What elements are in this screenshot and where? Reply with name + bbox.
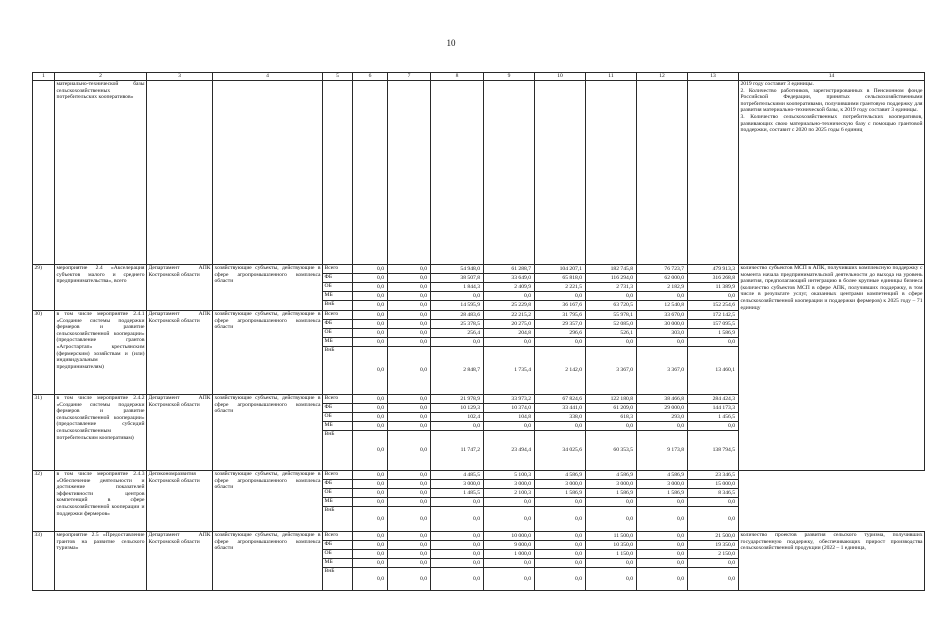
amount-cell: 10 374,0: [484, 404, 535, 413]
amount-cell: 22 215,2: [484, 311, 535, 320]
amount-cell: 0,0: [388, 489, 431, 498]
measure-name: в том числе мероприятие 2.4.1 «Создание системы поддержки фермеров и развитие сельскохозяйственной кооперации» (предоставление грантов «Агростартап» крестьянским (фермерским) хозяйствам и (или) индивидуальным предпринимателям): [55, 311, 147, 395]
amount-cell: 0,0: [431, 550, 484, 559]
funding-source: ВнБ: [323, 301, 353, 311]
funding-source: ОБ: [323, 413, 353, 422]
amount-cell: 0,0: [586, 559, 637, 568]
amount-cell: 3 367,0: [586, 347, 637, 395]
amount-cell: 0,0: [388, 471, 431, 480]
funding-source: Всего: [323, 395, 353, 404]
amount-cell: 33 649,0: [484, 274, 535, 283]
amount-cell: 15 000,0: [688, 480, 739, 489]
amount-cell: 0,0: [353, 274, 388, 283]
amount-cell: 152 254,6: [688, 301, 739, 311]
empty-cell: [388, 81, 431, 265]
amount-cell: 76 723,7: [637, 265, 688, 274]
amount-cell: 0,0: [535, 338, 586, 347]
amount-cell: 0,0: [431, 541, 484, 550]
amount-cell: 25 378,5: [431, 320, 484, 329]
amount-cell: 0,0: [431, 559, 484, 568]
amount-cell: 0,0: [353, 507, 388, 532]
amount-cell: 33 670,0: [637, 311, 688, 320]
amount-cell: 30 000,0: [637, 320, 688, 329]
amount-cell: 61 288,7: [484, 265, 535, 274]
header-cell: 9: [484, 73, 535, 81]
amount-cell: 204,8: [484, 329, 535, 338]
amount-cell: 38 466,8: [637, 395, 688, 404]
amount-cell: 0,0: [353, 568, 388, 591]
amount-cell: 0,0: [388, 541, 431, 550]
amount-cell: 0,0: [535, 422, 586, 431]
header-cell: 12: [637, 73, 688, 81]
amount-cell: 0,0: [353, 471, 388, 480]
amount-cell: 0,0: [586, 568, 637, 591]
amount-cell: 61 209,0: [586, 404, 637, 413]
amount-cell: 28 483,6: [431, 311, 484, 320]
amount-cell: 102,4: [431, 413, 484, 422]
amount-cell: 5 100,3: [484, 471, 535, 480]
amount-cell: 21 500,0: [688, 532, 739, 541]
amount-cell: 0,0: [353, 301, 388, 311]
amount-cell: 0,0: [353, 431, 388, 471]
amount-cell: 0,0: [535, 498, 586, 507]
amount-cell: 38 507,8: [431, 274, 484, 283]
amount-cell: 0,0: [637, 541, 688, 550]
funding-source: Всего: [323, 471, 353, 480]
amount-cell: 11 500,0: [586, 532, 637, 541]
amount-cell: 0,0: [388, 320, 431, 329]
amount-cell: 11 389,9: [688, 283, 739, 292]
amount-cell: 144 173,3: [688, 404, 739, 413]
amount-cell: 0,0: [388, 329, 431, 338]
header-row: [33, 73, 925, 81]
amount-cell: 0,0: [353, 559, 388, 568]
amount-cell: 29 000,0: [637, 404, 688, 413]
amount-cell: 13 460,1: [688, 347, 739, 395]
amount-cell: 0,0: [586, 292, 637, 301]
amount-cell: 1 000,0: [484, 550, 535, 559]
amount-cell: 0,0: [688, 568, 739, 591]
amount-cell: 3 000,0: [586, 480, 637, 489]
table-row: [33, 471, 925, 480]
amount-cell: 1 586,9: [535, 489, 586, 498]
amount-cell: 0,0: [353, 329, 388, 338]
amount-cell: 2 150,0: [688, 550, 739, 559]
header-cell: 8: [431, 73, 484, 81]
amount-cell: 3 000,0: [535, 480, 586, 489]
amount-cell: 1 586,9: [586, 489, 637, 498]
continuation-name: материально-технической базы сельскохозяйственных потребительских кооперативов»: [55, 81, 147, 265]
amount-cell: 122 180,8: [586, 395, 637, 404]
empty-cell: [586, 81, 637, 265]
amount-cell: 10 350,0: [586, 541, 637, 550]
amount-cell: 0,0: [388, 568, 431, 591]
row-number: 30): [33, 311, 55, 395]
amount-cell: 0,0: [388, 413, 431, 422]
amount-cell: 0,0: [353, 422, 388, 431]
funding-source: МБ: [323, 498, 353, 507]
amount-cell: 0,0: [535, 532, 586, 541]
amount-cell: 2 731,3: [586, 283, 637, 292]
amount-cell: 0,0: [637, 498, 688, 507]
amount-cell: 1 150,0: [586, 550, 637, 559]
funding-source: ВнБ: [323, 568, 353, 591]
amount-cell: 284 424,3: [688, 395, 739, 404]
amount-cell: 0,0: [388, 404, 431, 413]
amount-cell: 0,0: [353, 550, 388, 559]
amount-cell: 0,0: [353, 480, 388, 489]
amount-cell: 14 595,9: [431, 301, 484, 311]
amount-cell: 36 167,6: [535, 301, 586, 311]
amount-cell: 0,0: [353, 489, 388, 498]
amount-cell: 0,0: [484, 292, 535, 301]
amount-cell: 0,0: [431, 532, 484, 541]
funding-source: Всего: [323, 532, 353, 541]
amount-cell: 54 948,0: [431, 265, 484, 274]
row-number: 33): [33, 532, 55, 591]
amount-cell: 0,0: [388, 265, 431, 274]
continuation-row: [33, 81, 925, 265]
amount-cell: 29 357,0: [535, 320, 586, 329]
amount-cell: 338,0: [535, 413, 586, 422]
indicator: количество субъектов МСП в АПК, получивших комплексную поддержку с момента начала предпринимательской деятельности до выхода на уровень развития, предполагающий интеграцию в более крупные единицы бизнеса (количество субъектов МСП в сфере АПК, получивших поддержку, в том числе в результате услуг, оказанных центрами компетенций в сфере сельскохозяйственной кооперации и поддержки фермеров) к 2025 году – 71 единицу: [739, 265, 925, 471]
amount-cell: 0,0: [388, 283, 431, 292]
empty-cell: [323, 81, 353, 265]
empty-cell: [535, 81, 586, 265]
amount-cell: 3 367,0: [637, 347, 688, 395]
executor: Департамент АПК Костромской области: [147, 265, 213, 311]
amount-cell: 55 978,1: [586, 311, 637, 320]
executor: Департамент АПК Костромской области: [147, 532, 213, 591]
amount-cell: 303,0: [637, 329, 688, 338]
header-cell: 3: [147, 73, 213, 81]
amount-cell: 0,0: [388, 301, 431, 311]
amount-cell: 67 824,6: [535, 395, 586, 404]
amount-cell: 0,0: [353, 498, 388, 507]
amount-cell: 62 000,0: [637, 274, 688, 283]
row-number: 29): [33, 265, 55, 311]
amount-cell: 1 844,3: [431, 283, 484, 292]
amount-cell: 0,0: [388, 507, 431, 532]
amount-cell: 0,0: [431, 292, 484, 301]
amount-cell: 0,0: [388, 338, 431, 347]
amount-cell: 0,0: [353, 532, 388, 541]
amount-cell: 0,0: [637, 338, 688, 347]
table-row: [33, 265, 925, 274]
amount-cell: 33 441,0: [535, 404, 586, 413]
funding-source: ОБ: [323, 550, 353, 559]
amount-cell: 0,0: [637, 422, 688, 431]
amount-cell: 1 735,4: [484, 347, 535, 395]
amount-cell: 172 142,5: [688, 311, 739, 320]
funding-source: ОБ: [323, 329, 353, 338]
program-table: [32, 72, 925, 591]
amount-cell: 0,0: [431, 498, 484, 507]
amount-cell: 0,0: [586, 507, 637, 532]
header-cell: 11: [586, 73, 637, 81]
funding-source: ОБ: [323, 283, 353, 292]
funding-source: ВнБ: [323, 507, 353, 532]
amount-cell: 0,0: [484, 338, 535, 347]
executor: Депэкономразвития Костромской области: [147, 471, 213, 532]
amount-cell: 0,0: [388, 347, 431, 395]
measure-name: мероприятие 2.5 «Предоставление грантов на развитие сельского туризма»: [55, 532, 147, 591]
amount-cell: 0,0: [637, 559, 688, 568]
amount-cell: 0,0: [484, 422, 535, 431]
amount-cell: 20 275,0: [484, 320, 535, 329]
amount-cell: 21 978,9: [431, 395, 484, 404]
amount-cell: 0,0: [353, 413, 388, 422]
amount-cell: 4 586,9: [637, 471, 688, 480]
amount-cell: 0,0: [353, 283, 388, 292]
amount-cell: 2 409,9: [484, 283, 535, 292]
amount-cell: 0,0: [431, 422, 484, 431]
funding-source: ФБ: [323, 320, 353, 329]
amount-cell: 0,0: [586, 422, 637, 431]
amount-cell: 0,0: [688, 292, 739, 301]
executor: Департамент АПК Костромской области: [147, 311, 213, 395]
amount-cell: 256,4: [431, 329, 484, 338]
amount-cell: 0,0: [388, 395, 431, 404]
measure-name: мероприятие 2.4 «Акселерация субъектов малого и среднего предпринимательства», всего: [55, 265, 147, 311]
funding-source: ФБ: [323, 404, 353, 413]
amount-cell: 157 095,5: [688, 320, 739, 329]
funding-source: ВнБ: [323, 431, 353, 471]
funding-source: МБ: [323, 559, 353, 568]
header-cell: 5: [323, 73, 353, 81]
amount-cell: 10 000,0: [484, 532, 535, 541]
funding-source: МБ: [323, 338, 353, 347]
funding-source: ФБ: [323, 480, 353, 489]
amount-cell: 11 747,2: [431, 431, 484, 471]
amount-cell: 0,0: [353, 311, 388, 320]
empty-cell: [147, 81, 213, 265]
amount-cell: 0,0: [535, 292, 586, 301]
funding-source: Всего: [323, 265, 353, 274]
amount-cell: 0,0: [484, 559, 535, 568]
amount-cell: 0,0: [688, 559, 739, 568]
executor: Департамент АПК Костромской области: [147, 395, 213, 471]
empty-cell: [688, 81, 739, 265]
amount-cell: 0,0: [353, 338, 388, 347]
amount-cell: 0,0: [484, 507, 535, 532]
header-cell: 14: [739, 73, 925, 81]
amount-cell: 1 485,5: [431, 489, 484, 498]
amount-cell: 63 720,5: [586, 301, 637, 311]
amount-cell: 296,6: [535, 329, 586, 338]
amount-cell: 479 913,3: [688, 265, 739, 274]
amount-cell: 1 586,9: [637, 489, 688, 498]
amount-cell: 116 294,0: [586, 274, 637, 283]
amount-cell: 316 268,8: [688, 274, 739, 283]
amount-cell: 0,0: [484, 498, 535, 507]
table-row: [33, 532, 925, 541]
funding-source: МБ: [323, 422, 353, 431]
amount-cell: 0,0: [388, 559, 431, 568]
amount-cell: 23 346,5: [688, 471, 739, 480]
amount-cell: 0,0: [637, 507, 688, 532]
amount-cell: 1 456,5: [688, 413, 739, 422]
amount-cell: 8 346,5: [688, 489, 739, 498]
amount-cell: 0,0: [353, 292, 388, 301]
amount-cell: 0,0: [388, 274, 431, 283]
amount-cell: 0,0: [688, 422, 739, 431]
amount-cell: 618,3: [586, 413, 637, 422]
header-cell: 1: [33, 73, 55, 81]
amount-cell: 0,0: [431, 507, 484, 532]
row-number: 31): [33, 395, 55, 471]
amount-cell: 0,0: [353, 395, 388, 404]
row-number: 32): [33, 471, 55, 532]
amount-cell: 0,0: [637, 532, 688, 541]
amount-cell: 0,0: [388, 480, 431, 489]
amount-cell: 0,0: [388, 550, 431, 559]
amount-cell: 1 586,9: [688, 329, 739, 338]
funding-source: ВнБ: [323, 347, 353, 395]
header-cell: 2: [55, 73, 147, 81]
amount-cell: 0,0: [353, 404, 388, 413]
page-number: 10: [446, 38, 456, 48]
amount-cell: 0,0: [388, 292, 431, 301]
amount-cell: 0,0: [688, 498, 739, 507]
amount-cell: 0,0: [535, 550, 586, 559]
amount-cell: 0,0: [388, 498, 431, 507]
amount-cell: 0,0: [637, 568, 688, 591]
amount-cell: 0,0: [431, 338, 484, 347]
amount-cell: 0,0: [388, 311, 431, 320]
amount-cell: 2 100,3: [484, 489, 535, 498]
amount-cell: 2 848,7: [431, 347, 484, 395]
funding-source: ФБ: [323, 274, 353, 283]
amount-cell: 19 350,0: [688, 541, 739, 550]
amount-cell: 104 207,1: [535, 265, 586, 274]
amount-cell: 0,0: [688, 338, 739, 347]
participants: хозяйствующие субъекты, действующие в сфере агропромышленного комплекса области: [213, 265, 323, 311]
amount-cell: 25 229,8: [484, 301, 535, 311]
amount-cell: 3 000,0: [637, 480, 688, 489]
amount-cell: 0,0: [353, 265, 388, 274]
amount-cell: 0,0: [535, 568, 586, 591]
header-cell: 13: [688, 73, 739, 81]
amount-cell: 4 586,9: [535, 471, 586, 480]
funding-source: ОБ: [323, 489, 353, 498]
empty-cell: [353, 81, 388, 265]
amount-cell: 2 142,0: [535, 347, 586, 395]
header-cell: 10: [535, 73, 586, 81]
amount-cell: 12 540,8: [637, 301, 688, 311]
amount-cell: 0,0: [535, 559, 586, 568]
amount-cell: 9 000,0: [484, 541, 535, 550]
amount-cell: 0,0: [637, 550, 688, 559]
amount-cell: 23 494,4: [484, 431, 535, 471]
amount-cell: 4 586,9: [586, 471, 637, 480]
participants: хозяйствующие субъекты, действующие в сфере агропромышленного комплекса области: [213, 311, 323, 395]
amount-cell: 104,8: [484, 413, 535, 422]
header-cell: 6: [353, 73, 388, 81]
amount-cell: 52 085,0: [586, 320, 637, 329]
participants: хозяйствующие субъекты, действующие в сфере агропромышленного комплекса области: [213, 532, 323, 591]
amount-cell: 60 353,5: [586, 431, 637, 471]
continuation-indicators: 2019 году составит 3 единицы. 2. Количество работников, зарегистрированных в Пенсионном фонде Российской Федерации, принятых сельскохозяйственными потребительскими кооперативами, получившими грантовую поддержку для развития материально-технической базы, к 2019 году составит 3 единицы. 3. Количество сельскохозяйственных потребительских кооперативов, развивающих свою материально-техническую базу с помощью грантовой поддержки, составит с 2020 по 2025 годы 6 единиц: [739, 81, 925, 265]
amount-cell: 0,0: [484, 568, 535, 591]
amount-cell: 9 173,8: [637, 431, 688, 471]
amount-cell: 0,0: [353, 320, 388, 329]
measure-name: в том числе мероприятие 2.4.2 «Создание системы поддержки фермеров и развитие сельскохозяйственной кооперации» (предоставление субсидий сельскохозяйственным потребительским кооперативам): [55, 395, 147, 471]
amount-cell: 0,0: [388, 431, 431, 471]
funding-source: МБ: [323, 292, 353, 301]
amount-cell: 33 973,2: [484, 395, 535, 404]
measure-name: в том числе мероприятие 2.4.3 «Обеспечение деятельности и достижение показателей эффективности центров компетенций в сфере сельскохозяйственной кооперации и поддержки фермеров»: [55, 471, 147, 532]
amount-cell: 65 818,0: [535, 274, 586, 283]
amount-cell: 0,0: [688, 507, 739, 532]
empty-cell: [637, 81, 688, 265]
funding-source: ФБ: [323, 541, 353, 550]
empty-cell: [484, 81, 535, 265]
amount-cell: 182 745,8: [586, 265, 637, 274]
amount-cell: 0,0: [353, 347, 388, 395]
amount-cell: 31 795,6: [535, 311, 586, 320]
participants: хозяйствующие субъекты, действующие в сфере агропромышленного комплекса области: [213, 471, 323, 532]
amount-cell: 4 485,5: [431, 471, 484, 480]
indicator: количество проектов развития сельского туризма, получивших государственную поддержку, обеспечивающих прирост производства сельскохозяйственной продукции (2022 – 1 единица,: [739, 532, 925, 591]
empty-cell: [213, 81, 323, 265]
amount-cell: 10 129,3: [431, 404, 484, 413]
empty-cell: [33, 81, 55, 265]
amount-cell: 0,0: [586, 498, 637, 507]
amount-cell: 0,0: [535, 507, 586, 532]
amount-cell: 138 794,5: [688, 431, 739, 471]
amount-cell: 0,0: [431, 568, 484, 591]
funding-source: Всего: [323, 311, 353, 320]
amount-cell: 3 000,0: [484, 480, 535, 489]
amount-cell: 293,0: [637, 413, 688, 422]
amount-cell: 0,0: [586, 338, 637, 347]
amount-cell: 0,0: [353, 541, 388, 550]
amount-cell: 0,0: [388, 532, 431, 541]
amount-cell: 526,1: [586, 329, 637, 338]
participants: хозяйствующие субъекты, действующие в сфере агропромышленного комплекса области: [213, 395, 323, 471]
amount-cell: 34 025,6: [535, 431, 586, 471]
header-cell: 7: [388, 73, 431, 81]
amount-cell: 0,0: [535, 541, 586, 550]
amount-cell: 2 221,5: [535, 283, 586, 292]
header-cell: 4: [213, 73, 323, 81]
amount-cell: 0,0: [637, 292, 688, 301]
amount-cell: 0,0: [388, 422, 431, 431]
empty-cell: [431, 81, 484, 265]
amount-cell: 3 000,0: [431, 480, 484, 489]
amount-cell: 2 182,9: [637, 283, 688, 292]
